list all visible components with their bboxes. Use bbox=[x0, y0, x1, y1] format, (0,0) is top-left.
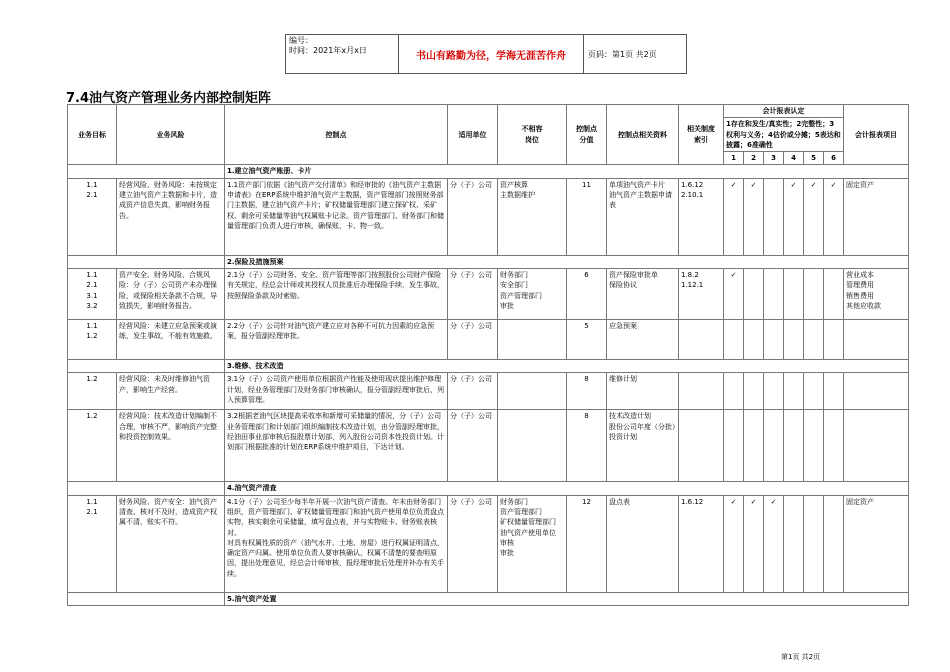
check-mark bbox=[764, 410, 784, 482]
check-mark: ✓ bbox=[724, 269, 744, 320]
cell-account bbox=[844, 373, 909, 410]
cell-control: 1.1资产部门依据《油气资产交付清单》和经审批的《油气资产主数据申请表》在ERP系统中维护油气资产主数据，资产管理部门按照财务部门主数据，建立油气资产卡片；矿权储量管理部门建立探矿权、采矿权、剩余可采储量等油气权属账卡记录。资产管理部门、财务部门和储量管理部门负责人进行审核，确保账、卡、物一致。 bbox=[225, 178, 448, 255]
check-mark bbox=[764, 269, 784, 320]
cell-goal: 1.2 bbox=[68, 410, 117, 482]
col-account: 会计报表项目 bbox=[844, 105, 909, 165]
section-row bbox=[68, 592, 909, 605]
section-row bbox=[68, 482, 909, 495]
cell-account: 营业成本 管理费用 销售费用 其他应收款 bbox=[844, 269, 909, 320]
check-mark bbox=[824, 495, 844, 592]
check-mark bbox=[804, 495, 824, 592]
assertion-num: 4 bbox=[784, 152, 804, 165]
section-empty bbox=[68, 165, 225, 178]
cell-risk: 财务风险、资产安全：油气资产清查、核对不及时，造成资产权属不清，账实不符。 bbox=[117, 495, 225, 592]
cell-risk: 经营风险：技术改造计划编制不合理，审核不严，影响资产完整和投资控制效果。 bbox=[117, 410, 225, 482]
cell-docs: 技术改造计划 股份公司年度（分批）投资计划 bbox=[607, 410, 679, 482]
cell-control: 4.1分（子）公司至少每半年开展一次油气资产清查。年末由财务部门组织，资产管理部门、矿权储量管理部门和油气资产使用单位负责盘点实物，核实剩余可采储量，填写盘点表，并与实物账卡、财务账表核对。 对具有权属性质的资产（油气水井、土地、房屋）进行权属证明清点，确定资产归属。使用单位负责人要审核确认，权属不清楚的要查明原因，提出处理意见，经总会计师审核，报经理审批后处理并补办有关手续。 bbox=[225, 495, 448, 592]
section-title: 2.保险及措施预案 bbox=[225, 255, 909, 268]
check-mark: ✓ bbox=[784, 178, 804, 255]
assertion-num: 1 bbox=[724, 152, 744, 165]
assertion-num: 3 bbox=[764, 152, 784, 165]
cell-system: 1.6.12 2.10.1 bbox=[679, 178, 724, 255]
col-control: 控制点 bbox=[225, 105, 448, 165]
cell-docs: 应急预案 bbox=[607, 320, 679, 360]
cell-control: 3.1分（子）公司资产使用单位根据资产性能及使用现状提出维护修理计划，经业务管理部门及财务部门审核确认，报分管副经理审批后，列入预算管理。 bbox=[225, 373, 448, 410]
check-mark bbox=[744, 269, 764, 320]
cell-account bbox=[844, 410, 909, 482]
check-mark bbox=[804, 410, 824, 482]
cell-score: 5 bbox=[567, 320, 607, 360]
check-mark bbox=[724, 320, 744, 360]
section-empty bbox=[68, 255, 225, 268]
assertion-num: 6 bbox=[824, 152, 844, 165]
cell-docs: 维修计划 bbox=[607, 373, 679, 410]
check-mark bbox=[784, 410, 804, 482]
page-header bbox=[285, 34, 687, 74]
check-mark bbox=[804, 373, 824, 410]
assertion-num: 5 bbox=[804, 152, 824, 165]
check-mark bbox=[824, 320, 844, 360]
section-row bbox=[68, 255, 909, 268]
section-title: 1.建立油气资产账册、卡片 bbox=[225, 165, 909, 178]
check-mark bbox=[784, 320, 804, 360]
header-meta bbox=[286, 35, 399, 73]
table-row bbox=[68, 495, 909, 592]
cell-docs: 盘点表 bbox=[607, 495, 679, 592]
cell-score: 8 bbox=[567, 373, 607, 410]
cell-goal: 1.1 1.2 bbox=[68, 320, 117, 360]
cell-docs: 单项油气资产卡片 油气资产主数据申请表 bbox=[607, 178, 679, 255]
check-mark: ✓ bbox=[764, 495, 784, 592]
table-row bbox=[68, 373, 909, 410]
col-docs: 控制点相关资料 bbox=[607, 105, 679, 165]
section-row bbox=[68, 165, 909, 178]
col-system: 相关制度 索引 bbox=[679, 105, 724, 165]
check-mark bbox=[744, 373, 764, 410]
page-footer: 第1页 共2页 bbox=[781, 653, 821, 661]
section-title: 4.油气资产清查 bbox=[225, 482, 909, 495]
col-goal: 业务目标 bbox=[68, 105, 117, 165]
cell-incompatible: 财务部门 安全部门 资产管理部门 审批 bbox=[498, 269, 567, 320]
number-label: 编号： bbox=[289, 36, 313, 45]
check-mark bbox=[724, 373, 744, 410]
section-row bbox=[68, 360, 909, 373]
header-page: 页码：第1页 共2页 bbox=[588, 49, 657, 59]
table-row bbox=[68, 320, 909, 360]
cell-control: 3.2根据老油气区块提高采收率和新增可采储量的情况，分（子）公司业务管理部门和计划部门组织编制技术改造计划，由分管副经理审批，经油田事业部审核后报股票计划部，列入股份公司资本性投资计划。计划部门根据批准的计划在ERP系统中维护项目，下达计划。 bbox=[225, 410, 448, 482]
cell-incompatible: 资产核算 主数据维护 bbox=[498, 178, 567, 255]
col-unit: 适用单位 bbox=[448, 105, 498, 165]
cell-system bbox=[679, 410, 724, 482]
check-mark bbox=[804, 320, 824, 360]
assertion-num: 2 bbox=[744, 152, 764, 165]
cell-account: 固定资产 bbox=[844, 178, 909, 255]
cell-risk: 经营风险：未及时维修油气资产，影响生产经营。 bbox=[117, 373, 225, 410]
cell-score: 12 bbox=[567, 495, 607, 592]
cell-unit: 分（子）公司 bbox=[448, 410, 498, 482]
col-risk: 业务风险 bbox=[117, 105, 225, 165]
check-mark bbox=[824, 373, 844, 410]
cell-goal: 1.1 2.1 bbox=[68, 178, 117, 255]
table-row bbox=[68, 178, 909, 255]
cell-risk: 经营风险：未建立应急预案或演练，发生事故，不能有效施救。 bbox=[117, 320, 225, 360]
cell-risk: 经营风险、财务风险：未按规定建立油气资产主数据和卡片，造成资产信息失真，影响财务报告。 bbox=[117, 178, 225, 255]
section-title: 5.油气资产处置 bbox=[225, 592, 909, 605]
cell-control: 2.1分（子）公司财务、安全、资产管理等部门按照股份公司财产保险有关规定，经总会计师或其授权人员批准后办理保险手续，发生事故，按照保险条款及时索赔。 bbox=[225, 269, 448, 320]
cell-account bbox=[844, 320, 909, 360]
cell-account: 固定资产 bbox=[844, 495, 909, 592]
check-mark bbox=[784, 373, 804, 410]
cell-unit: 分（子）公司 bbox=[448, 495, 498, 592]
check-mark: ✓ bbox=[724, 178, 744, 255]
assertion-desc: 1存在和发生/真实性；2完整性；3权利与义务；4估价或分摊；5表达和披露；6准确性 bbox=[726, 120, 841, 149]
check-mark bbox=[764, 178, 784, 255]
check-mark bbox=[744, 410, 764, 482]
col-score: 控制点 分值 bbox=[567, 105, 607, 165]
cell-score: 6 bbox=[567, 269, 607, 320]
cell-system bbox=[679, 320, 724, 360]
cell-incompatible bbox=[498, 320, 567, 360]
cell-goal: 1.2 bbox=[68, 373, 117, 410]
check-mark bbox=[824, 269, 844, 320]
cell-incompatible bbox=[498, 410, 567, 482]
check-mark: ✓ bbox=[824, 178, 844, 255]
check-mark bbox=[804, 269, 824, 320]
table-row bbox=[68, 269, 909, 320]
cell-incompatible bbox=[498, 373, 567, 410]
col-assertions bbox=[724, 105, 844, 152]
check-mark: ✓ bbox=[744, 178, 764, 255]
cell-docs: 资产保险审批单 保险协议 bbox=[607, 269, 679, 320]
section-empty bbox=[68, 482, 225, 495]
cell-system: 1.8.2 1.12.1 bbox=[679, 269, 724, 320]
cell-system: 1.6.12 bbox=[679, 495, 724, 592]
cell-unit: 分（子）公司 bbox=[448, 178, 498, 255]
assertion-group-title: 会计报表认定 bbox=[724, 105, 843, 118]
section-empty bbox=[68, 592, 225, 605]
document-title: 7.4油气资产管理业务内部控制矩阵 bbox=[66, 91, 272, 106]
check-mark bbox=[744, 320, 764, 360]
col-incompatible: 不相容 岗位 bbox=[498, 105, 567, 165]
check-mark bbox=[784, 269, 804, 320]
cell-unit: 分（子）公司 bbox=[448, 320, 498, 360]
check-mark bbox=[764, 320, 784, 360]
check-mark bbox=[764, 373, 784, 410]
cell-goal: 1.1 2.1 bbox=[68, 495, 117, 592]
cell-score: 8 bbox=[567, 410, 607, 482]
time-label: 时间：2021年x月x日 bbox=[289, 46, 367, 55]
header-motto: 书山有路勤为径，学海无涯苦作舟 bbox=[399, 35, 584, 73]
check-mark bbox=[824, 410, 844, 482]
check-mark: ✓ bbox=[724, 495, 744, 592]
control-matrix-table bbox=[67, 104, 909, 606]
check-mark bbox=[724, 410, 744, 482]
check-mark: ✓ bbox=[804, 178, 824, 255]
cell-system bbox=[679, 373, 724, 410]
cell-score: 11 bbox=[567, 178, 607, 255]
cell-unit: 分（子）公司 bbox=[448, 269, 498, 320]
table-row bbox=[68, 410, 909, 482]
cell-risk: 资产安全、财务风险、合规风险：分（子）公司资产未办理保险，或保险相关条款不合规，导致损失，影响财务报告。 bbox=[117, 269, 225, 320]
cell-control: 2.2分（子）公司针对油气资产建立应对各种不可抗力因素的应急预案，报分管副经理审批。 bbox=[225, 320, 448, 360]
section-empty bbox=[68, 360, 225, 373]
section-title: 3.维修、技术改造 bbox=[225, 360, 909, 373]
check-mark bbox=[784, 495, 804, 592]
check-mark: ✓ bbox=[744, 495, 764, 592]
cell-unit: 分（子）公司 bbox=[448, 373, 498, 410]
cell-incompatible: 财务部门 资产管理部门 矿权储量管理部门 油气资产使用单位 审核 审批 bbox=[498, 495, 567, 592]
cell-goal: 1.1 2.1 3.1 3.2 bbox=[68, 269, 117, 320]
